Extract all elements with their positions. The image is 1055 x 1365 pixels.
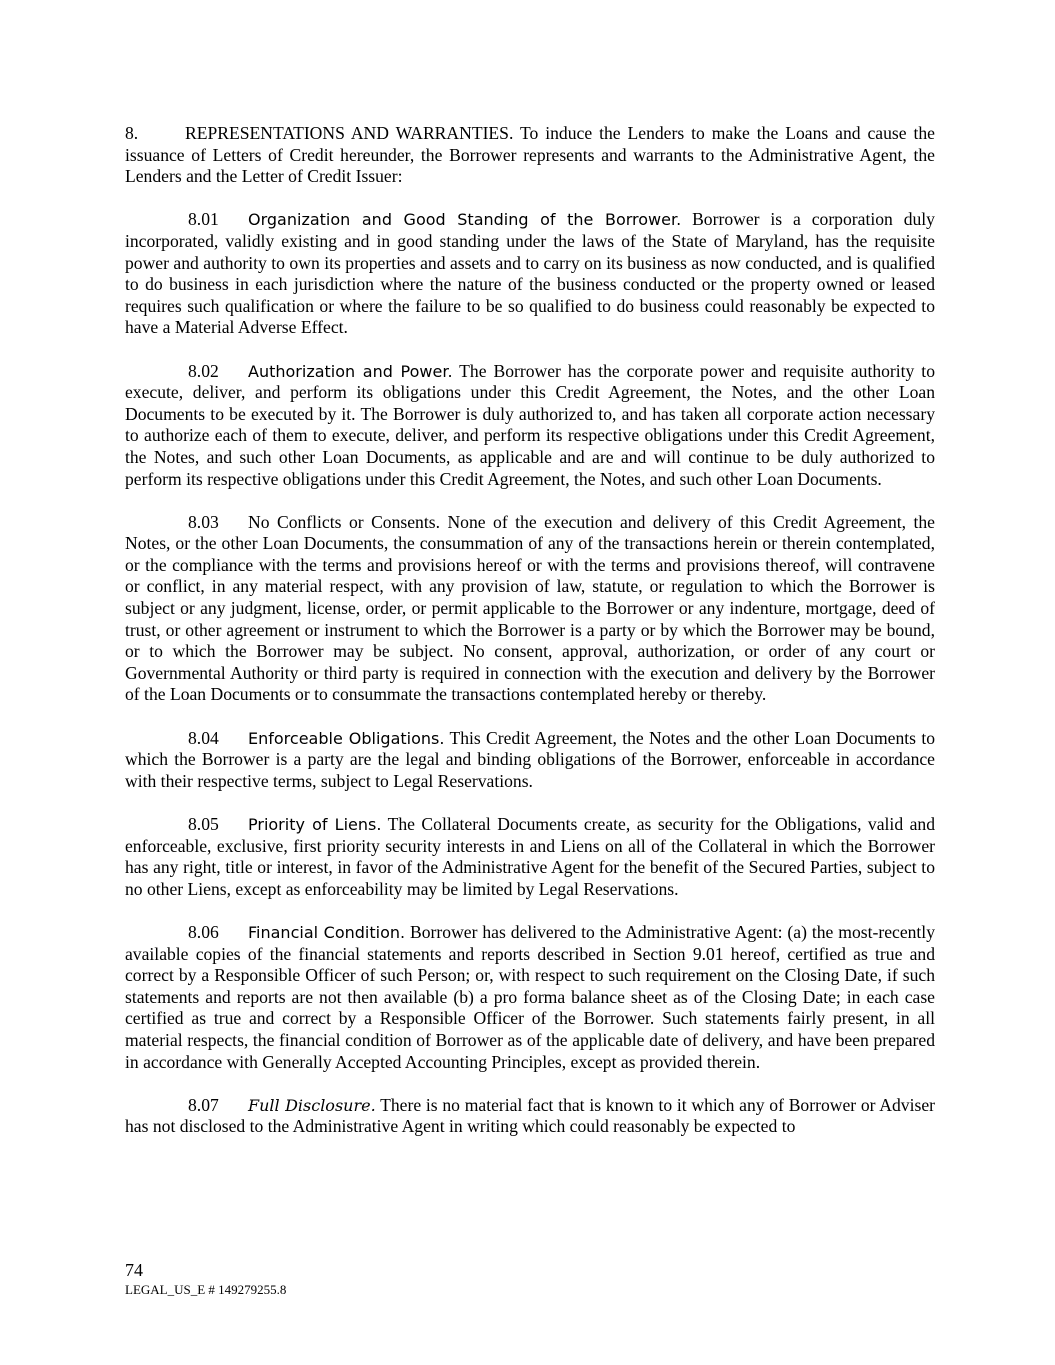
clause-number: 8.02 bbox=[188, 360, 219, 381]
page-footer bbox=[125, 1259, 286, 1299]
clause-8-04 bbox=[125, 728, 935, 793]
clause-heading: Priority of Liens. bbox=[248, 815, 382, 834]
clause-heading: Full Disclosure. bbox=[248, 1095, 376, 1115]
clause-heading: Organization and Good Standing of the Borrower. bbox=[248, 210, 682, 230]
clause-number: 8.04 bbox=[188, 727, 219, 748]
section-8-paragraph bbox=[125, 123, 935, 188]
page-number: 74 bbox=[125, 1260, 143, 1280]
clause-text: Borrower has delivered to the Administrative Agent: (a) the most-recently available copies of the financial statements and reports described in Section 9.01 hereof, certified as true and correct by a Responsible Officer of such Person; or, with respect to such requirement on the Closing Date, if such statements and reports are not then available (b) a pro forma balance sheet as of the Closing Date; in each case certified as true and correct by a Responsible Officer of the Borrower. Such statements fairly present, in all material respects, the financial condition of Borrower as of the applicable date of delivery, and have been prepared in accordance with Generally Accepted Accounting Principles, except as provided therein. bbox=[125, 921, 935, 1072]
clause-8-06 bbox=[125, 922, 935, 1073]
clause-heading: No Conflicts or Consents. bbox=[248, 511, 440, 532]
section-text: To induce the Lenders to make the Loans and cause the issuance of Letters of Credit hereunder, the Borrower represents and warrants to the Administrative Agent, the Lenders and the Letter of Credit Issuer: bbox=[125, 123, 935, 187]
clause-text: The Borrower has the corporate power and requisite authority to execute, deliver, and perform its obligations under this Credit Agreement, the Notes, and the other Loan Documents to be executed by it. The Borrower is duly authorized to, and has taken all corporate action necessary to authorize each of them to execute, deliver, and perform its respective obligations under this Credit Agreement, the Notes, and such other Loan Documents, as applicable and are and will continue to be duly authorized to perform its respective obligations under this Credit Agreement, the Notes, and such other Loan Documents. bbox=[125, 360, 935, 489]
clause-text: This Credit Agreement, the Notes and the other Loan Documents to which the Borrower is a party are the legal and binding obligations of the Borrower, enforceable in accordance with their respective terms, subject to Legal Reservations. bbox=[125, 727, 935, 791]
clause-text: There is no material fact that is known to it which any of Borrower or Adviser has not disclosed to the Administrative Agent in writing which could reasonably be expected to bbox=[125, 1094, 935, 1137]
clause-text: Borrower is a corporation duly incorporated, validly existing and in good standing under the laws of the State of Maryland, has the requisite power and authority to own its properties and assets and to carry on its business as now conducted, and is qualified to do business in each jurisdiction where the nature of the business conducted or the property owned or leased requires such qualification or where the failure to be so qualified to do business could reasonably be expected to have a Material Adverse Effect. bbox=[125, 209, 935, 338]
clause-heading: Enforceable Obligations. bbox=[248, 728, 445, 748]
clause-8-05 bbox=[125, 814, 935, 900]
clause-8-03 bbox=[125, 512, 935, 706]
clause-text: None of the execution and delivery of this Credit Agreement, the Notes, or the other Loan Documents, the consummation of any of the transactions herein or therein contemplated, or the compliance with the terms and provisions hereof or with the terms and provisions thereof, will contravene or conflict, in any material respect, with any provision of law, statute, or regulation to which the Borrower is subject or any judgment, license, order, or permit applicable to the Borrower or any indenture, mortgage, deed of trust, or other agreement or instrument to which the Borrower is a party or by which the Borrower may be bound, or to which the Borrower may be subject. No consent, approval, authorization, or order of any court or Governmental Authority or third party is required in connection with the execution and delivery by the Borrower of the Loan Documents or to consummate the transactions contemplated hereby or thereby. bbox=[125, 511, 935, 705]
section-heading: REPRESENTATIONS AND WARRANTIES. bbox=[185, 123, 514, 143]
clause-number: 8.03 bbox=[188, 511, 219, 532]
clause-number: 8.06 bbox=[188, 921, 219, 942]
clause-8-01 bbox=[125, 209, 935, 339]
clause-text: The Collateral Documents create, as security for the Obligations, valid and enforceable, exclusive, first priority security interests in and Liens on all of the Collateral in which the Borrower has any right, title or interest, in favor of the Administrative Agent for the benefit of the Secured Parties, subject to no other Liens, except as enforceability may be limited by Legal Reservations. bbox=[125, 814, 935, 899]
clause-heading: Financial Condition. bbox=[248, 922, 406, 942]
clause-8-02 bbox=[125, 361, 935, 491]
clause-8-07 bbox=[125, 1095, 935, 1138]
document-id: LEGAL_US_E # 149279255.8 bbox=[125, 1282, 287, 1297]
section-number: 8. bbox=[125, 123, 139, 143]
clause-number: 8.01 bbox=[188, 209, 219, 230]
clause-heading: Authorization and Power. bbox=[248, 361, 453, 381]
document-body bbox=[125, 123, 935, 1160]
clause-number: 8.07 bbox=[188, 1094, 219, 1115]
clause-number: 8.05 bbox=[188, 814, 219, 834]
